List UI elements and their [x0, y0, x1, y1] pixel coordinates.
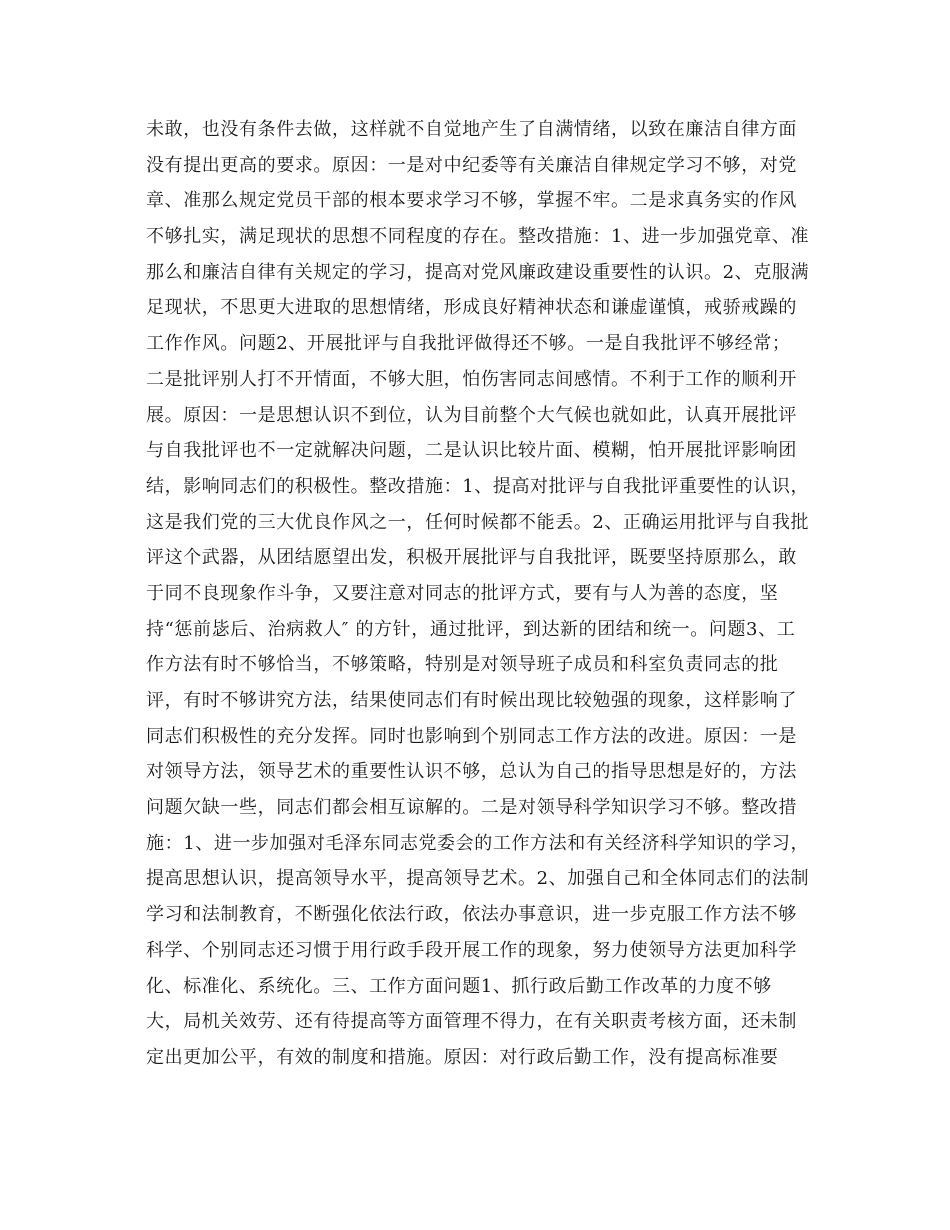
text-line: 化、标准化、系统化。三、工作方面问题1、抓行政后勤工作改革的力度不够	[146, 975, 772, 997]
text-line: 科学、个别同志还习惯于用行政手段开展工作的现象，努力使领导方法更加科学	[146, 939, 797, 961]
text-line: 定出更加公平，有效的制度和措施。原因：对行政后勤工作，没有提高标准要	[146, 1046, 779, 1068]
text-line: 同志们积极性的充分发挥。同时也影响到个别同志工作方法的改进。原因：一是	[146, 725, 797, 747]
text-line: 那么和廉洁自律有关规定的学习，提高对党风廉政建设重要性的认识。2、克服满	[146, 261, 810, 283]
text-line: 二是批评别人打不开情面，不够大胆，怕伤害同志间感情。不利于工作的顺利开	[146, 368, 797, 390]
text-line: 持“惩前毖后、治病救人″ 的方针，通过批评，到达新的团结和统一。问题3、工	[146, 618, 796, 640]
text-line: 不够扎实，满足现状的思想不同程度的存在。整改措施：1、进一步加强党章、准	[146, 226, 810, 248]
text-line: 章、准那么规定党员干部的根本要求学习不够，掌握不牢。二是求真务实的作风	[146, 190, 797, 212]
text-line: 结，影响同志们的积极性。整改措施：1、提高对批评与自我批评重要性的认识，	[146, 475, 810, 497]
text-line: 问题欠缺一些，同志们都会相互谅解的。二是对领导科学知识学习不够。整改措	[146, 797, 797, 819]
text-line: 这是我们党的三大优良作风之一，任何时候都不能丢。2、正确运用批评与自我批	[146, 511, 810, 533]
text-line: 评这个武器，从团结愿望出发，积极开展批评与自我批评，既要坚持原那么，敢	[146, 547, 797, 569]
text-line: 作方法有时不够恰当，不够策略，特别是对领导班子成员和科室负责同志的批	[146, 654, 779, 676]
text-line: 足现状，不思更大进取的思想情绪，形成良好精神状态和谦虚谨慎，戒骄戒躁的	[146, 297, 797, 319]
text-line: 评，有时不够讲究方法，结果使同志们有时候出现比较勉强的现象，这样影响了	[146, 690, 797, 711]
text-line: 没有提出更高的要求。原因：一是对中纪委等有关廉洁自律规定学习不够，对党	[146, 154, 797, 176]
text-line: 大，局机关效劳、还有待提高等方面管理不得力，在有关职责考核方面，还未制	[146, 1011, 797, 1033]
text-line: 提高思想认识，提高领导水平，提高领导艺术。2、加强自己和全体同志们的法制	[146, 868, 810, 890]
text-line: 展。原因：一是思想认识不到位，认为目前整个大气候也就如此，认真开展批评	[146, 404, 797, 426]
text-line: 施：1、进一步加强对毛泽东同志党委会的工作方法和有关经济科学知识的学习，	[146, 832, 810, 854]
text-line: 于同不良现象作斗争，又要注意对同志的批评方式，要有与人为善的态度，坚	[146, 582, 779, 604]
text-line: 学习和法制教育，不断强化依法行政，依法办事意识，进一步克服工作方法不够	[146, 904, 797, 926]
body-text	[146, 112, 816, 1076]
text-line: 与自我批评也不一定就解决问题，二是认识比较片面、模糊，怕开展批评影响团	[146, 440, 797, 462]
text-line: 对领导方法，领导艺术的重要性认识不够，总认为自己的指导思想是好的，方法	[146, 761, 797, 783]
text-line: 工作作风。问题2、开展批评与自我批评做得还不够。一是自我批评不够经常；	[146, 333, 791, 355]
text-line: 未敢，也没有条件去做，这样就不自觉地产生了自满情绪，以致在廉洁自律方面	[146, 119, 797, 140]
